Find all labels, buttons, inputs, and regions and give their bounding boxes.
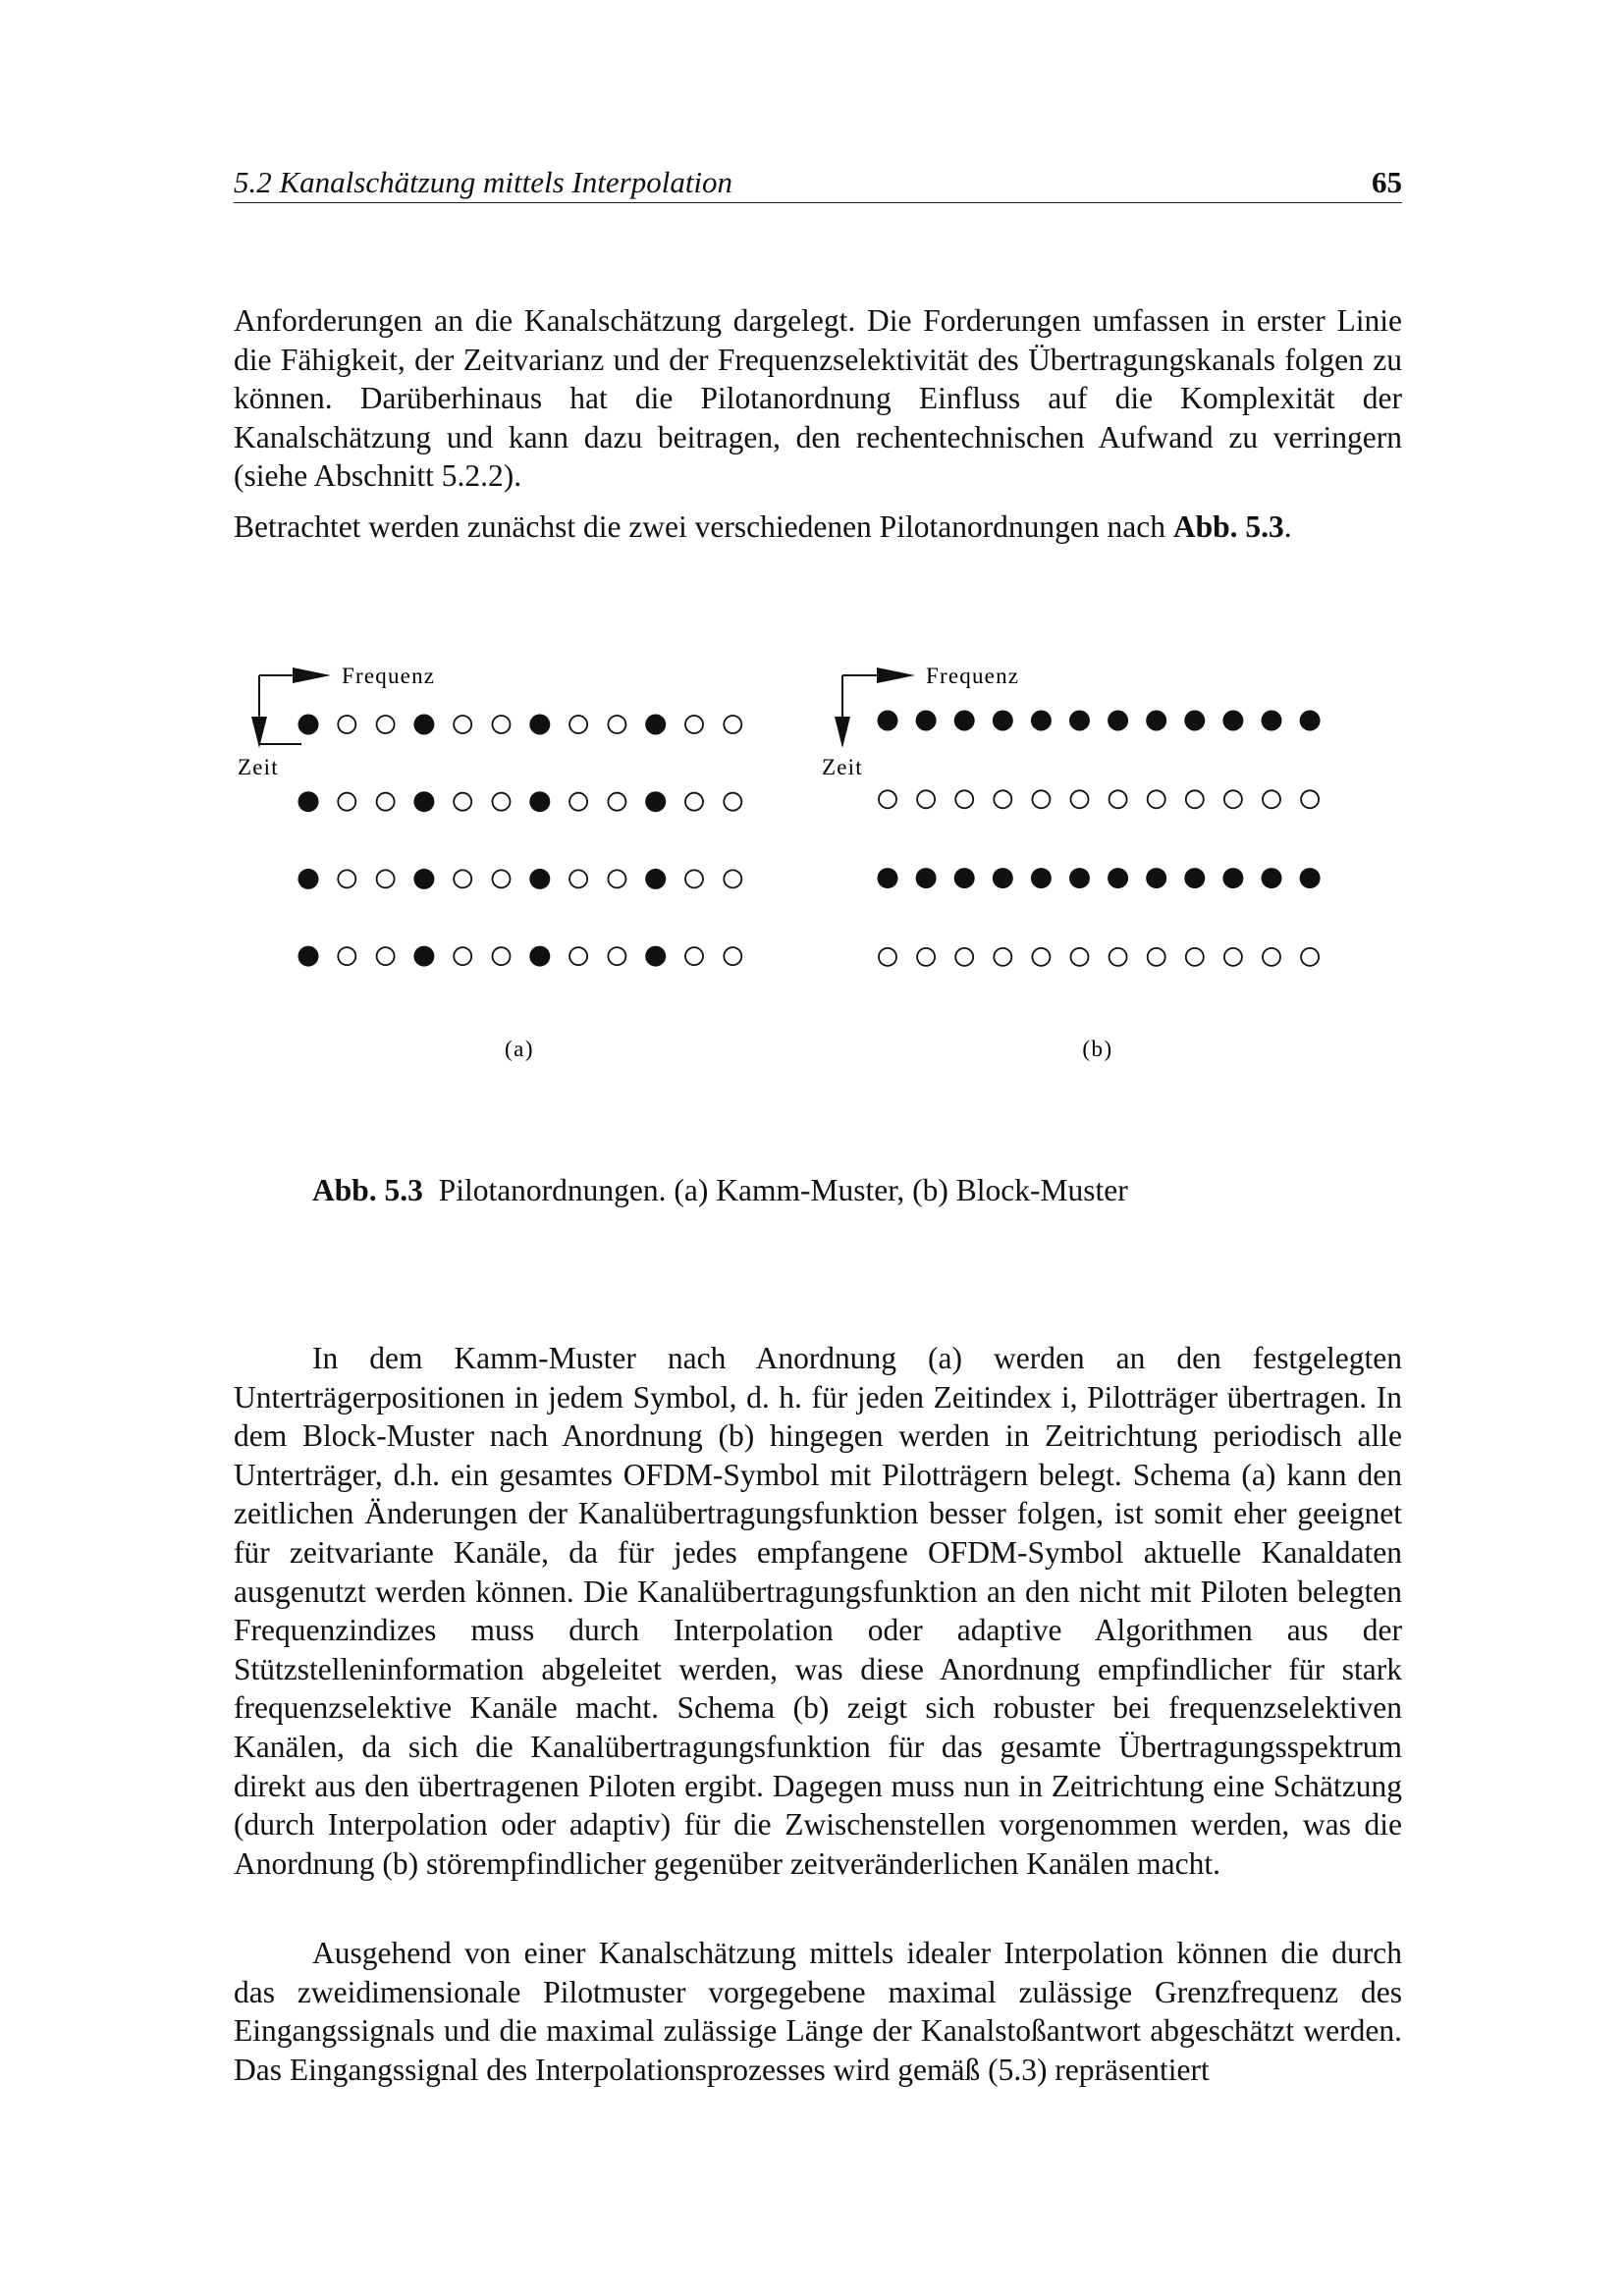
pilot-carrier-dot bbox=[1262, 711, 1282, 731]
data-carrier-dot bbox=[377, 870, 395, 887]
section-title: 5.2 Kanalschätzung mittels Interpolation bbox=[234, 165, 733, 199]
data-carrier-dot bbox=[724, 716, 741, 733]
data-carrier-dot bbox=[685, 716, 703, 733]
data-carrier-dot bbox=[1109, 790, 1127, 808]
data-carrier-dot bbox=[569, 870, 587, 887]
pilot-carrier-dot bbox=[1262, 868, 1282, 888]
data-carrier-dot bbox=[1186, 790, 1204, 808]
data-carrier-dot bbox=[724, 793, 741, 811]
data-carrier-dot bbox=[493, 947, 511, 965]
paragraph-2-end: . bbox=[1283, 509, 1292, 544]
pilot-carrier-dot bbox=[1184, 868, 1205, 888]
pilot-carrier-dot bbox=[1031, 711, 1052, 731]
pilot-carrier-dot bbox=[916, 711, 937, 731]
pilot-carrier-dot bbox=[529, 869, 550, 889]
pilot-carrier-dot bbox=[916, 868, 937, 888]
paragraph-2-text: Betrachtet werden zunächst die zwei verschiedenen Pilotanordnungen nach bbox=[234, 509, 1173, 544]
data-carrier-dot bbox=[1148, 790, 1165, 808]
panel-a-frequency-arrow-icon bbox=[293, 667, 331, 683]
page-number: 65 bbox=[1372, 165, 1402, 199]
data-carrier-dot bbox=[879, 790, 896, 808]
data-carrier-dot bbox=[608, 793, 625, 811]
data-carrier-dot bbox=[338, 870, 355, 887]
panel-a-label: (a) bbox=[504, 1037, 535, 1061]
figure-caption bbox=[312, 1171, 1128, 1210]
data-carrier-dot bbox=[454, 947, 471, 965]
data-carrier-dot bbox=[608, 947, 625, 965]
data-carrier-dot bbox=[338, 947, 355, 965]
pilot-carrier-dot bbox=[1146, 868, 1166, 888]
data-carrier-dot bbox=[1032, 790, 1050, 808]
data-carrier-dot bbox=[1224, 948, 1242, 966]
pilot-carrier-dot bbox=[413, 946, 434, 967]
data-carrier-dot bbox=[608, 870, 625, 887]
data-carrier-dot bbox=[454, 793, 471, 811]
data-carrier-dot bbox=[685, 793, 703, 811]
pilot-carrier-dot bbox=[1031, 868, 1052, 888]
pilot-carrier-dot bbox=[529, 946, 550, 967]
data-carrier-dot bbox=[569, 793, 587, 811]
pilot-carrier-dot bbox=[1222, 868, 1243, 888]
data-carrier-dot bbox=[1071, 790, 1089, 808]
paragraph-4: Ausgehend von einer Kanalschätzung mittels idealer Interpolation können die durch das zweidimensionale Pilotmuster vorgegebene maximal zulässige Grenzfrequenz des Eingangssignals und die maximal zulässige Länge der Kanalstoßantwort abgeschätzt werden. Das Eingangssignal des Interpolationsprozesses wird gemäß (5.3) repräsentiert bbox=[234, 1936, 1402, 2087]
data-carrier-dot bbox=[1224, 790, 1242, 808]
data-carrier-dot bbox=[377, 716, 395, 733]
pilot-carrier-dot bbox=[1069, 868, 1090, 888]
panel-a-axis-path bbox=[259, 721, 301, 744]
pilot-carrier-dot bbox=[529, 791, 550, 812]
data-carrier-dot bbox=[338, 793, 355, 811]
pilot-carrier-dot bbox=[298, 946, 319, 967]
panel-a-frequency-label: Frequenz bbox=[342, 664, 436, 688]
paragraph-1: Anforderungen an die Kanalschätzung dargelegt. Die Forderungen umfassen in erster Linie die Fähigkeit, der Zeitvarianz und der Frequenzselektivität des Übertragungskanals folgen zu können. Darüberhinaus hat die Pilotanordnung Einfluss auf die Komplexität der Kanalschätzung und kann dazu beitragen, den rechentechnischen Aufwand zu verringern (siehe Abschnitt 5.2.2). bbox=[234, 303, 1402, 494]
pilot-carrier-dot bbox=[413, 715, 434, 735]
data-carrier-dot bbox=[879, 948, 896, 966]
pilot-carrier-dot bbox=[645, 869, 666, 889]
panel-a-time-label: Zeit bbox=[238, 755, 279, 779]
figure-caption-text: Pilotanordnungen. (a) Kamm-Muster, (b) Block-Muster bbox=[438, 1173, 1128, 1207]
pilot-carrier-dot bbox=[1069, 711, 1090, 731]
panel-a bbox=[238, 664, 741, 1061]
pilot-carrier-dot bbox=[413, 869, 434, 889]
pilot-carrier-dot bbox=[954, 868, 975, 888]
pilot-carrier-dot bbox=[1300, 868, 1321, 888]
pilot-carrier-dot bbox=[298, 791, 319, 812]
pilot-carrier-dot bbox=[878, 711, 898, 731]
data-carrier-dot bbox=[724, 870, 741, 887]
pilot-carrier-dot bbox=[993, 868, 1013, 888]
pilot-carrier-dot bbox=[529, 715, 550, 735]
data-carrier-dot bbox=[955, 790, 973, 808]
data-carrier-dot bbox=[608, 716, 625, 733]
pilot-carrier-dot bbox=[1222, 711, 1243, 731]
figure-reference: Abb. 5.3 bbox=[1172, 509, 1284, 544]
pilot-carrier-dot bbox=[645, 946, 666, 967]
panel-b-time-arrow-icon bbox=[835, 717, 850, 748]
panel-b-label: (b) bbox=[1082, 1037, 1113, 1061]
pilot-carrier-dot bbox=[1184, 711, 1205, 731]
pilot-carrier-dot bbox=[993, 711, 1013, 731]
data-carrier-dot bbox=[377, 793, 395, 811]
data-carrier-dot bbox=[569, 947, 587, 965]
data-carrier-dot bbox=[1032, 948, 1050, 966]
data-carrier-dot bbox=[338, 716, 355, 733]
data-carrier-dot bbox=[1301, 948, 1319, 966]
data-carrier-dot bbox=[917, 948, 935, 966]
figure-caption-label: Abb. 5.3 bbox=[312, 1173, 423, 1207]
paragraph-3: In dem Kamm-Muster nach Anordnung (a) werden an den festgelegten Unterträgerpositionen in jedem Symbol, d. h. für jeden Zeitindex i, Pilotträger übertragen. In dem Block-Muster nach Anordnung (b) hingegen werden in Zeitrichtung periodisch alle Unterträger, d.h. ein gesamtes OFDM-Symbol mit Pilotträgern belegt. Schema (a) kann den zeitlichen Änderungen der Kanalübertragungsfunktion besser folgen, ist somit eher geeignet für zeitvariante Kanäle, da für jedes empfangene OFDM-Symbol aktuelle Kanaldaten ausgenutzt werden können. Die Kanalübertragungsfunktion an den nicht mit Piloten belegten Frequenzindizes muss durch Interpolation oder adaptive Algorithmen aus der Stützstelleninformation abgeleitet werden, was diese Anordnung empfindlicher für stark frequenzselektive Kanäle macht. Schema (b) zeigt sich robuster bei frequenzselektiven Kanälen, da sich die Kanalübertragungsfunktion für das gesamte Übertragungsspektrum direkt aus den übertragenen Piloten ergibt. Dagegen muss nun in Zeitrichtung eine Schätzung (durch Interpolation oder adaptiv) für die Zwischenstellen vorgenommen werden, was die Anordnung (b) störempfindlicher gegenüber zeitveränderlichen Kanälen macht. bbox=[234, 1341, 1402, 1881]
panel-a-grid bbox=[298, 715, 742, 967]
pilot-carrier-dot bbox=[954, 711, 975, 731]
data-carrier-dot bbox=[493, 870, 511, 887]
pilot-carrier-dot bbox=[298, 715, 319, 735]
pilot-carrier-dot bbox=[1146, 711, 1166, 731]
data-carrier-dot bbox=[1148, 948, 1165, 966]
data-carrier-dot bbox=[454, 870, 471, 887]
data-carrier-dot bbox=[917, 790, 935, 808]
panel-b-time-label: Zeit bbox=[822, 755, 863, 779]
pilot-carrier-dot bbox=[1300, 711, 1321, 731]
pilot-pattern-figure bbox=[0, 0, 1623, 1080]
data-carrier-dot bbox=[1263, 790, 1280, 808]
data-carrier-dot bbox=[493, 716, 511, 733]
panel-b bbox=[822, 664, 1321, 1061]
pilot-carrier-dot bbox=[645, 715, 666, 735]
data-carrier-dot bbox=[685, 870, 703, 887]
data-carrier-dot bbox=[994, 790, 1011, 808]
data-carrier-dot bbox=[493, 793, 511, 811]
data-carrier-dot bbox=[454, 716, 471, 733]
data-carrier-dot bbox=[1263, 948, 1280, 966]
data-carrier-dot bbox=[1186, 948, 1204, 966]
pilot-carrier-dot bbox=[645, 791, 666, 812]
panel-b-frequency-arrow-icon bbox=[877, 667, 915, 683]
pilot-carrier-dot bbox=[1108, 711, 1128, 731]
data-carrier-dot bbox=[955, 948, 973, 966]
data-carrier-dot bbox=[724, 947, 741, 965]
panel-b-frequency-label: Frequenz bbox=[926, 664, 1020, 688]
pilot-carrier-dot bbox=[413, 791, 434, 812]
data-carrier-dot bbox=[994, 948, 1011, 966]
data-carrier-dot bbox=[1071, 948, 1089, 966]
data-carrier-dot bbox=[1109, 948, 1127, 966]
data-carrier-dot bbox=[1301, 790, 1319, 808]
pilot-carrier-dot bbox=[298, 869, 319, 889]
data-carrier-dot bbox=[569, 716, 587, 733]
data-carrier-dot bbox=[377, 947, 395, 965]
pilot-carrier-dot bbox=[878, 868, 898, 888]
pilot-carrier-dot bbox=[1108, 868, 1128, 888]
panel-b-grid bbox=[878, 711, 1321, 966]
data-carrier-dot bbox=[685, 947, 703, 965]
